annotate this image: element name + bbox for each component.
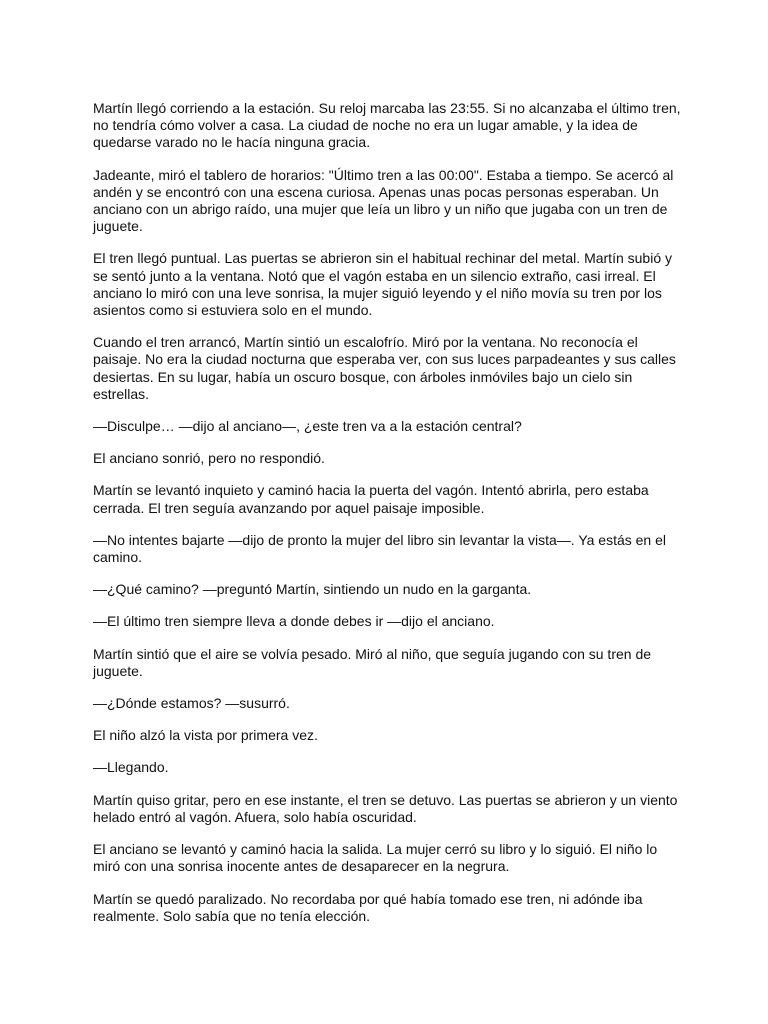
paragraph-6: El anciano sonrió, pero no respondió. (93, 450, 325, 467)
paragraph-1: Martín llegó corriendo a la estación. Su reloj marcaba las 23:55. Si no alcanzaba el último tren, no tendría cómo volver a casa. La ciudad de noche no era un lugar amable, y la idea de quedarse varado no le hacía ninguna gracia. (93, 100, 681, 151)
paragraph-16: El anciano se levantó y caminó hacia la salida. La mujer cerró su libro y lo siguió. El niño lo miró con una sonrisa inocente antes de desaparecer en la negrura. (93, 841, 658, 875)
paragraph-3: El tren llegó puntual. Las puertas se abrieron sin el habitual rechinar del metal. Martín subió y se sentó junto a la ventana. Notó que el vagón estaba en un silencio extraño, casi irreal. El anciano lo miró con una leve sonrisa, la mujer siguió leyendo y el niño movía su tren por los asientos como si estuviera solo en el mundo. (93, 250, 672, 319)
paragraph-7: Martín se levantó inquieto y caminó hacia la puerta del vagón. Intentó abrirla, pero estaba cerrada. El tren seguía avanzando por aquel paisaje imposible. (93, 482, 649, 516)
paragraph-14: —Llegando. (93, 759, 169, 776)
paragraph-9: —¿Qué camino? —preguntó Martín, sintiendo un nudo en la garganta. (93, 581, 532, 598)
paragraph-5: —Disculpe… —dijo al anciano—, ¿este tren va a la estación central? (93, 418, 522, 435)
paragraph-2: Jadeante, miró el tablero de horarios: "Último tren a las 00:00". Estaba a tiempo. Se acercó al andén y se encontró con una escena curiosa. Apenas unas pocas personas esperaban. Un anciano con un abrigo raído, una mujer que leía un libro y un niño que jugaba con un tren de juguete. (93, 166, 674, 235)
paragraph-13: El niño alzó la vista por primera vez. (93, 727, 318, 744)
paragraph-11: Martín sintió que el aire se volvía pesado. Miró al niño, que seguía jugando con su tren de juguete. (93, 645, 652, 679)
paragraph-8: —No intentes bajarte —dijo de pronto la mujer del libro sin levantar la vista—. Ya estás en el camino. (93, 531, 667, 566)
paragraph-12: —¿Dónde estamos? —susurró. (93, 695, 290, 712)
paragraph-10: —El último tren siempre lleva a donde debes ir —dijo el anciano. (93, 613, 495, 630)
paragraph-17: Martín se quedó paralizado. No recordaba por qué había tomado ese tren, ni adónde iba realmente. Solo sabía que no tenía elección. (93, 890, 643, 924)
story-text (93, 100, 683, 940)
paragraph-4: Cuando el tren arrancó, Martín sintió un escalofrío. Miró por la ventana. No reconocía el paisaje. No era la ciudad nocturna que esperaba ver, con sus luces parpadeantes y sus calles desiertas. En su lugar, había un oscuro bosque, con árboles inmóviles bajo un cielo sin estrellas. (93, 334, 676, 402)
paragraph-15: Martín quiso gritar, pero en ese instante, el tren se detuvo. Las puertas se abrieron y un viento helado entró al vagón. Afuera, solo había oscuridad. (93, 791, 678, 825)
